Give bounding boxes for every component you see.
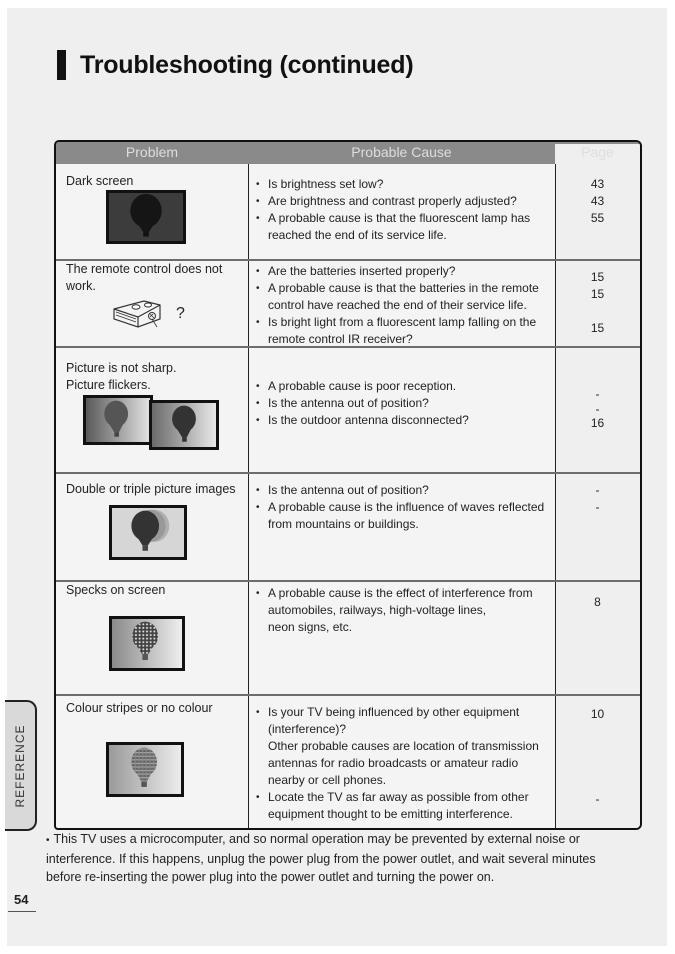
page-ref: 43 <box>590 177 605 191</box>
cause-item: • A probable cause is poor reception. <box>256 378 556 395</box>
problem-label: The remote control does not work. <box>66 262 223 293</box>
cause-item-continued: equipment thought to be emitting interference. <box>268 807 513 821</box>
cause-item-continued: nearby or cell phones. <box>268 773 387 787</box>
cause-item: • A probable cause is that the batteries in the remote <box>256 280 556 297</box>
page-ref: - <box>595 387 600 401</box>
page-ref: 15 <box>590 270 605 284</box>
problem-label: Colour stripes or no colour <box>66 701 213 715</box>
page-ref: - <box>595 402 600 416</box>
problem-line: Picture is not sharp. <box>66 361 177 375</box>
cause-item: • Is brightness set low? <box>256 176 556 193</box>
column-header-page: Page <box>555 144 640 830</box>
table-header <box>56 142 640 164</box>
cause-item: • A probable cause is the effect of interference from <box>256 585 556 602</box>
cause-item: • Locate the TV as far away as possible from other <box>256 789 556 806</box>
cause-item-continued: control have reached the end of their service life. <box>268 298 527 312</box>
speckled-balloon-image <box>109 616 185 671</box>
page-ref: 15 <box>590 321 605 335</box>
table-row-remote-control <box>56 261 640 346</box>
page-ref: 10 <box>590 707 605 721</box>
page-ref: 15 <box>590 287 605 301</box>
column-header-probable-cause: Probable Cause <box>351 144 452 160</box>
cause-item: • A probable cause is that the fluorescent lamp has <box>256 210 556 227</box>
page-ref: 55 <box>590 211 605 225</box>
problem-label: Dark screen <box>66 174 134 188</box>
problem-label <box>66 360 176 394</box>
question-mark-icon: ? <box>176 305 185 322</box>
problem-label: Double or triple picture images <box>66 482 236 496</box>
blurry-balloon-image <box>149 400 219 450</box>
page-ref: 43 <box>590 194 605 208</box>
cause-item: • Are brightness and contrast properly adjusted? <box>256 193 556 210</box>
cause-item: • Is the antenna out of position? <box>256 395 556 412</box>
table-row-dark-screen <box>56 164 640 259</box>
troubleshooting-table <box>54 140 642 830</box>
table-row-specks <box>56 582 640 694</box>
page-ref: - <box>595 483 600 497</box>
page-title: Troubleshooting (continued) <box>80 50 414 79</box>
reference-section-tab <box>5 700 37 831</box>
blurry-balloon-image <box>83 395 153 445</box>
footnote-text: This TV uses a microcomputer, and so normal operation may be prevented by external noise or interference. If this happens, unplug the power plug from the power outlet, and wait several minutes before re-inserting the power plug into the power outlet and turning the power on. <box>46 832 596 884</box>
page-ref: 8 <box>594 595 601 609</box>
cause-item-continued: neon signs, etc. <box>268 620 353 634</box>
table-row-picture-not-sharp <box>56 348 640 472</box>
side-tab-label: REFERENCE <box>13 723 27 808</box>
problem-label: Specks on screen <box>66 583 166 597</box>
page-number-underline <box>8 911 36 912</box>
column-header-problem: Problem <box>125 144 179 160</box>
striped-balloon-image <box>106 742 184 797</box>
cause-item-continued: antennas for radio broadcasts or amateur radio <box>268 756 519 770</box>
cause-item: • Is your TV being influenced by other equipment <box>256 704 556 721</box>
cause-item-continued: from mountains or buildings. <box>268 517 419 531</box>
cause-item: • Are the batteries inserted properly? <box>256 263 556 280</box>
footnote <box>46 830 626 886</box>
page-ref: 16 <box>590 416 605 430</box>
cause-item-continued: (interference)? <box>268 722 347 736</box>
cause-item: • Is bright light from a fluorescent lamp falling on the <box>256 314 556 331</box>
cause-item-continued: remote control IR receiver? <box>268 332 413 346</box>
remote-control-icon <box>112 297 192 333</box>
cause-item-continued: reached the end of its service life. <box>268 228 447 242</box>
cause-item: • A probable cause is the influence of waves reflected <box>256 499 556 516</box>
table-row-double-images <box>56 474 640 580</box>
cause-item: • Is the outdoor antenna disconnected? <box>256 412 556 429</box>
ghost-balloon-image <box>109 505 187 560</box>
cause-item: • Is the antenna out of position? <box>256 482 556 499</box>
table-row-colour-stripes <box>56 696 640 828</box>
dark-balloon-image <box>106 190 186 244</box>
problem-line: Picture flickers. <box>66 378 151 392</box>
page-ref: - <box>595 792 600 806</box>
page-header <box>57 50 413 80</box>
footnote-bullet: • <box>46 835 50 846</box>
cause-item-continued: Other probable causes are location of transmission <box>268 739 539 753</box>
page-number: 54 <box>14 892 29 907</box>
cause-item-continued: automobiles, railways, high-voltage lines, <box>268 603 487 617</box>
page-ref: - <box>595 500 600 514</box>
title-marker-bar <box>57 50 66 80</box>
